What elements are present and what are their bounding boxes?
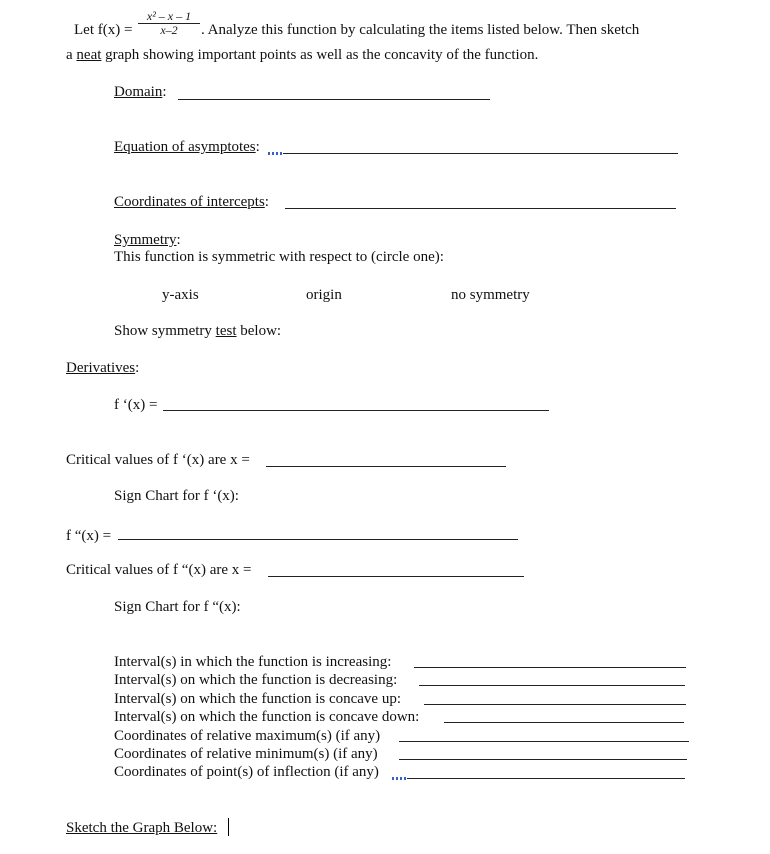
interval-increasing-line[interactable] (414, 667, 686, 668)
intro-neat: neat (76, 47, 102, 63)
domain-label (114, 83, 167, 101)
relative-minimum-label: Coordinates of relative minimum(s) (if any) (114, 746, 378, 762)
relative-maximum-line[interactable] (399, 741, 689, 742)
domain-colon: : (162, 84, 167, 100)
spellcheck-squiggle (392, 777, 406, 780)
symmetry-heading-text: Symmetry (114, 232, 177, 248)
intro-line2-prefix: a (66, 47, 77, 63)
fraction-denominator: x–2 (160, 23, 178, 37)
symmetry-option-none[interactable]: no symmetry (451, 287, 530, 303)
interval-decreasing-line[interactable] (419, 685, 685, 686)
second-derivative-answer-line[interactable] (118, 539, 518, 540)
symmetry-test-prefix: Show symmetry (114, 323, 216, 339)
critical-first-label: Critical values of f ‘(x) are x = (66, 452, 250, 468)
intercepts-answer-line[interactable] (285, 208, 676, 209)
interval-concave-down-line[interactable] (444, 722, 684, 723)
symmetry-question: This function is symmetric with respect to (circle one): (114, 249, 444, 265)
asymptotes-answer-line[interactable] (283, 153, 678, 154)
symmetry-heading-colon: : (176, 232, 181, 248)
intro-instruction: . Analyze this function by calculating the items listed below. Then sketch (201, 22, 640, 38)
intercepts-text: Coordinates of intercepts (114, 194, 265, 210)
sign-chart-second-label: Sign Chart for f “(x): (114, 599, 241, 615)
fraction-numerator: x² – x – 1 (138, 10, 200, 24)
intercepts-label (114, 193, 269, 211)
inflection-label: Coordinates of point(s) of inflection (if any) (114, 764, 379, 780)
derivatives-heading (66, 359, 139, 377)
interval-increasing-label: Interval(s) in which the function is increasing: (114, 654, 392, 670)
critical-second-answer-line[interactable] (268, 576, 524, 577)
symmetry-option-origin[interactable]: origin (306, 287, 342, 303)
sign-chart-first-label: Sign Chart for f ‘(x): (114, 488, 239, 504)
relative-maximum-label: Coordinates of relative maximum(s) (if any) (114, 728, 381, 744)
intro-let: Let f(x) = (74, 22, 133, 38)
intro-line2-suffix: graph showing important points as well as the concavity of the function. (101, 47, 539, 63)
derivatives-heading-colon: : (135, 360, 140, 376)
symmetry-option-y-axis[interactable]: y-axis (162, 287, 199, 303)
function-fraction (138, 10, 200, 37)
intro-line2 (66, 46, 538, 64)
asymptotes-colon: : (255, 139, 260, 155)
domain-text: Domain (114, 84, 163, 100)
text-cursor (228, 818, 229, 836)
second-derivative-label: f “(x) = (66, 528, 112, 544)
interval-concave-down-label: Interval(s) on which the function is concave down: (114, 709, 420, 725)
first-derivative-answer-line[interactable] (163, 410, 549, 411)
critical-second-label: Critical values of f “(x) are x = (66, 562, 252, 578)
interval-concave-up-line[interactable] (424, 704, 686, 705)
intercepts-colon: : (264, 194, 269, 210)
symmetry-test-word: test (215, 323, 237, 339)
critical-first-answer-line[interactable] (266, 466, 506, 467)
interval-concave-up-label: Interval(s) on which the function is concave up: (114, 691, 401, 707)
sketch-label-text: Sketch the Graph Below: (66, 820, 218, 836)
spellcheck-squiggle (268, 152, 282, 155)
symmetry-test-suffix: below: (236, 323, 282, 339)
asymptotes-label (114, 138, 260, 156)
first-derivative-label: f ‘(x) = (114, 397, 158, 413)
relative-minimum-line[interactable] (399, 759, 687, 760)
inflection-line[interactable] (407, 778, 685, 779)
symmetry-heading (114, 231, 181, 249)
domain-answer-line[interactable] (178, 99, 490, 100)
derivatives-heading-text: Derivatives (66, 360, 136, 376)
sketch-label (66, 819, 217, 837)
interval-decreasing-label: Interval(s) on which the function is decreasing: (114, 672, 398, 688)
asymptotes-text: Equation of asymptotes (114, 139, 256, 155)
symmetry-test (114, 322, 281, 340)
